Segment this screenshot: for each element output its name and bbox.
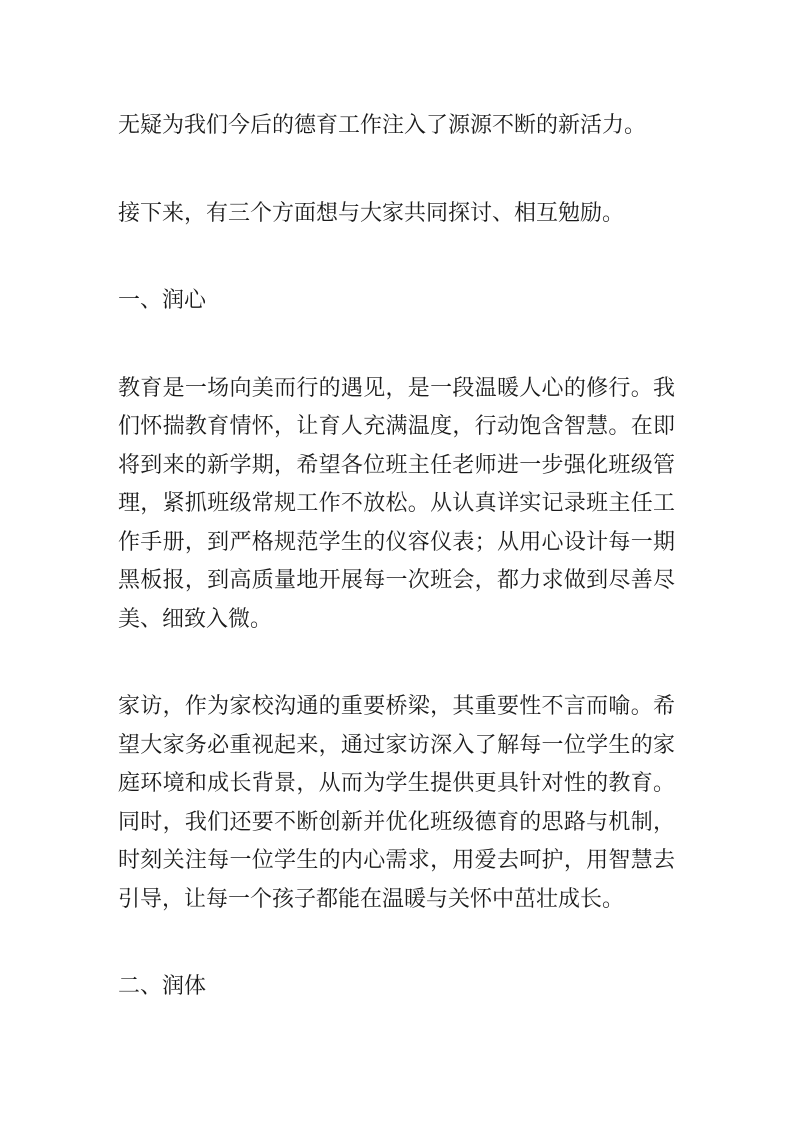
transition-paragraph: 接下来，有三个方面想与大家共同探讨、相互勉励。 bbox=[118, 200, 625, 226]
intro-paragraph: 无疑为我们今后的德育工作注入了源源不断的新活力。 bbox=[118, 113, 647, 138]
body-paragraph-class-management: 教育是一场向美而行的遇见，是一段温暖人心的修行。我们怀揣教育情怀，让育人充满温度，行动饱含智慧。在即将到来的新学期，希望各位班主任老师进一步强化班级管理，紧抓班级常规工作不放松。从认真详实记录班主任工作手册，到严格规范学生的仪容仪表；从用心设计每一期黑板报，到高质量地开展每一次班会，都力求做到尽善尽美、细致入微。 bbox=[118, 375, 675, 632]
section-heading-runti: 二、润体 bbox=[118, 974, 207, 999]
section-heading-runxin: 一、润心 bbox=[118, 288, 207, 313]
body-paragraph-home-visits: 家访，作为家校沟通的重要桥梁，其重要性不言而喻。希望大家务必重视起来，通过家访深入了解每一位学生的家庭环境和成长背景，从而为学生提供更具针对性的教育。同时，我们还要不断创新并优化班级德育的思路与机制，时刻关注每一位学生的内心需求，用爱去呵护，用智慧去引导，让每一个孩子都能在温暖与关怀中茁壮成长。 bbox=[118, 694, 675, 912]
